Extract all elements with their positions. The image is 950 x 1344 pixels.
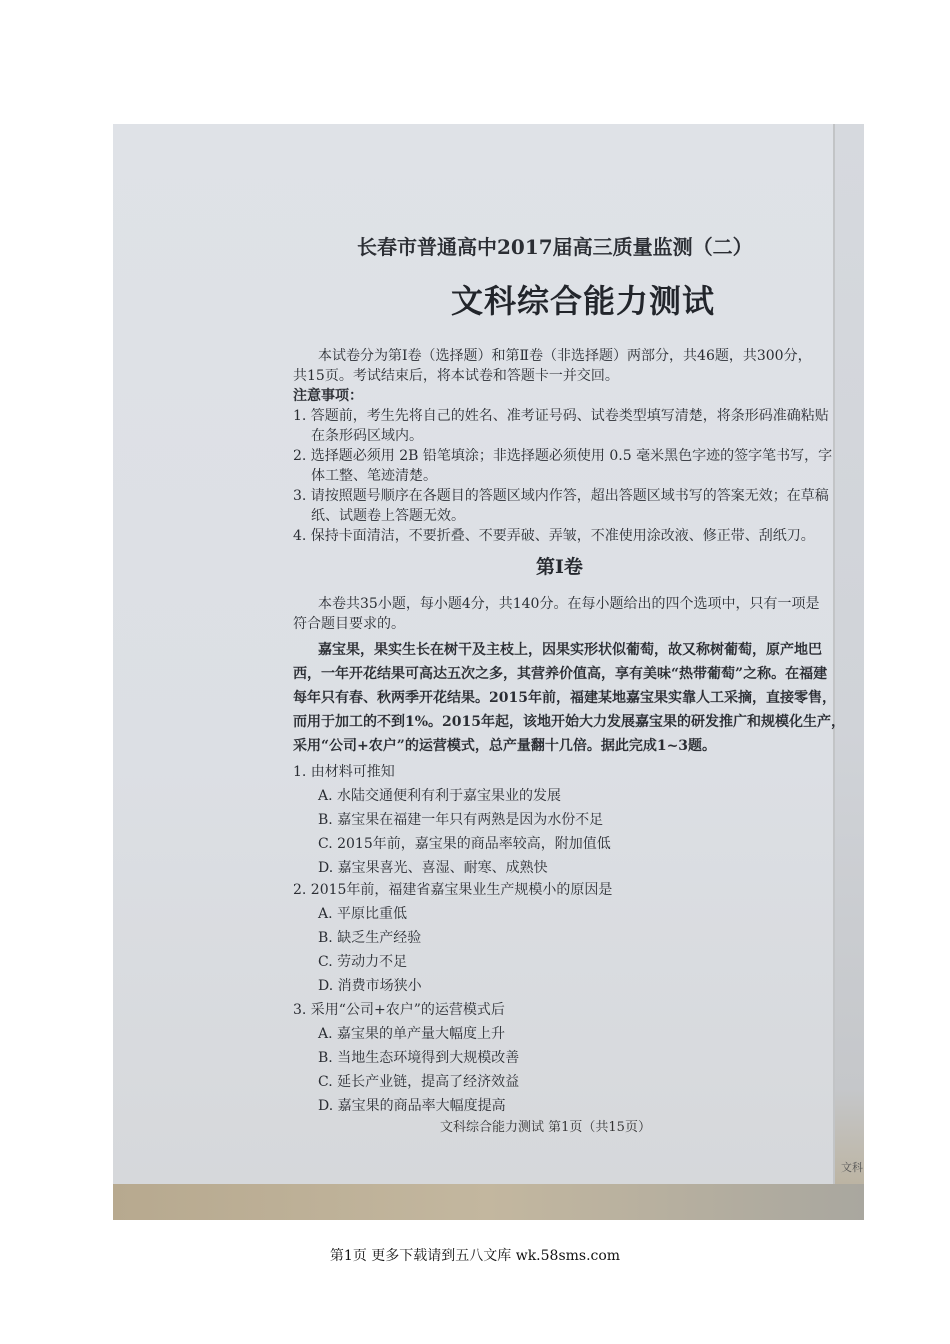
material-line: 而用于加工的不到1%。2015年起，该地开始大力发展嘉宝果的研发推广和规模化生产， [293,714,846,730]
notice-heading: 注意事项： [293,388,363,404]
notice-line: 在条形码区域内。 [311,428,423,444]
question-option: B. 嘉宝果在福建一年只有两熟是因为水份不足 [318,812,604,828]
material-line: 每年只有春、秋两季开花结果。2015年前，福建某地嘉宝果实靠人工采摘，直接零售， [293,690,836,706]
download-footer: 第1页 更多下载请到五八文库 wk.58sms.com [329,1248,621,1264]
notice-line: 1. 答题前，考生先将自己的姓名、准考证号码、试卷类型填写清楚，将条形码准确粘贴 [293,408,829,424]
adjacent-page-fragment: 文科 [841,1161,863,1174]
question-stem: 1. 由材料可推知 [293,764,395,780]
question-option: A. 平原比重低 [318,906,408,922]
question-option: B. 缺乏生产经验 [318,930,422,946]
intro-line: 共15页。考试结束后，将本试卷和答题卡一并交回。 [293,368,619,384]
notice-line: 3. 请按照题号顺序在各题目的答题区域内作答，超出答题区域书写的答案无效；在草稿 [293,488,829,504]
scanned-exam-photo [113,124,864,1220]
notice-line: 2. 选择题必须用 2B 铅笔填涂；非选择题必须使用 0.5 毫米黑色字迹的签字笔书写，字 [293,448,833,464]
section-instruction: 本卷共35小题，每小题4分，共140分。在每小题给出的四个选项中，只有一项是 [318,596,820,612]
material-line: 西，一年开花结果可高达五次之多，其营养价值高，享有美味“热带葡萄”之称。在福建 [293,666,828,682]
question-option: C. 2015年前，嘉宝果的商品率较高，附加值低 [318,836,611,852]
question-option: C. 劳动力不足 [318,954,408,970]
page-footer: 文科综合能力测试 第1页（共15页） [440,1120,651,1135]
material-line: 嘉宝果，果实生长在树干及主枝上，因果实形状似葡萄，故又称树葡萄，原产地巴 [318,642,822,658]
section-instruction: 符合题目要求的。 [293,616,405,632]
question-option: B. 当地生态环境得到大规模改善 [318,1050,520,1066]
question-option: A. 嘉宝果的单产量大幅度上升 [318,1026,506,1042]
intro-line: 本试卷分为第Ⅰ卷（选择题）和第Ⅱ卷（非选择题）两部分，共46题，共300分， [318,348,812,364]
question-stem: 3. 采用“公司+农户”的运营模式后 [293,1002,505,1018]
question-stem: 2. 2015年前，福建省嘉宝果业生产规模小的原因是 [293,882,613,898]
notice-line: 纸、试题卷上答题无效。 [311,508,465,524]
exam-page-sheet [113,124,846,1184]
section-title: 第Ⅰ卷 [536,556,583,578]
exam-title: 长春市普通高中2017届高三质量监测（二） [357,235,753,259]
notice-line: 4. 保持卡面清洁，不要折叠、不要弄破、弄皱，不准使用涂改液、修正带、刮纸刀。 [293,528,815,544]
question-option: D. 嘉宝果的商品率大幅度提高 [318,1098,506,1114]
notice-line: 体工整、笔迹清楚。 [311,468,437,484]
question-option: A. 水陆交通便利有利于嘉宝果业的发展 [318,788,562,804]
material-line: 采用“公司+农户”的运营模式，总产量翻十几倍。据此完成1~3题。 [293,738,717,754]
question-option: C. 延长产业链，提高了经济效益 [318,1074,520,1090]
table-surface [113,1184,864,1220]
question-option: D. 嘉宝果喜光、喜湿、耐寒、成熟快 [318,860,548,876]
exam-subtitle: 文科综合能力测试 [451,282,716,320]
question-option: D. 消费市场狭小 [318,978,422,994]
